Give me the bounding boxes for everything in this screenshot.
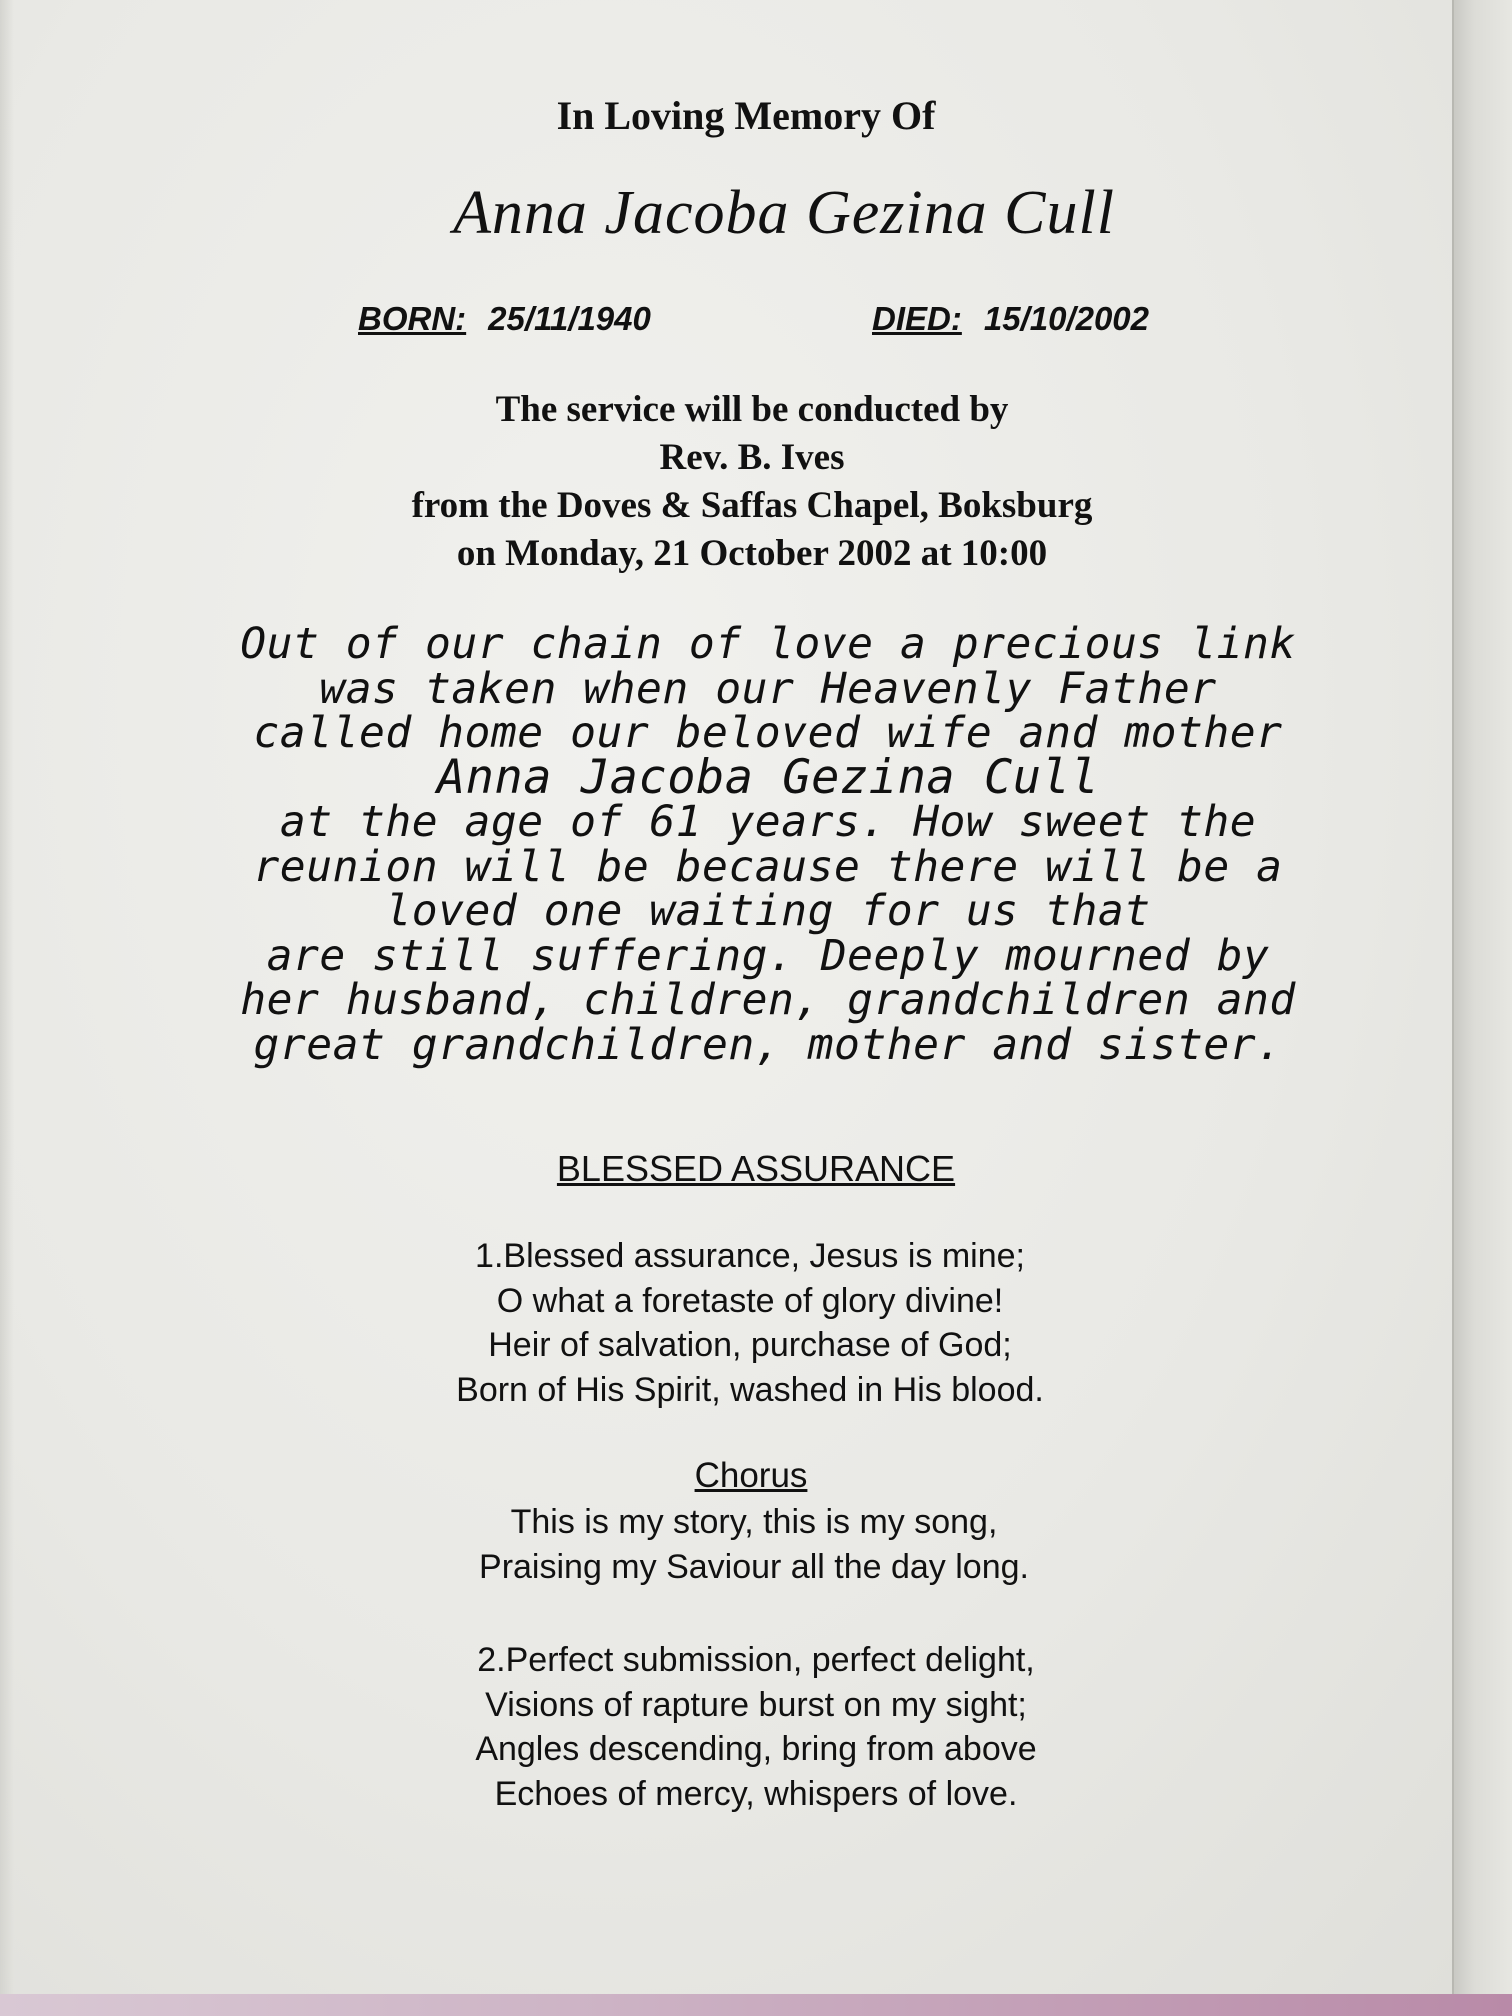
tribute-name-line: Anna Jacoba Gezina Cull bbox=[436, 749, 1100, 805]
service-line: from the Doves & Saffas Chapel, Boksburg bbox=[411, 485, 1093, 526]
tribute-line: are still suffering. Deeply mourned by bbox=[266, 930, 1270, 981]
tribute-line: her husband, children, grandchildren and bbox=[240, 975, 1296, 1025]
service-line: Rev. B. Ives bbox=[659, 437, 845, 478]
background-strip bbox=[0, 1994, 1512, 2016]
hymn-line: Heir of salvation, purchase of God; bbox=[488, 1326, 1012, 1364]
tribute-line: reunion will be because there will be a bbox=[253, 841, 1283, 892]
hymn-line: O what a foretaste of glory divine! bbox=[496, 1281, 1004, 1320]
hymn-line: Praising my Saviour all the day long. bbox=[479, 1547, 1029, 1586]
hymn-line: Angles descending, bring from above bbox=[475, 1730, 1037, 1768]
died-date-block bbox=[872, 300, 1149, 338]
hymn-line: Born of His Spirit, washed in His blood. bbox=[456, 1370, 1044, 1409]
hymn-verse-1 bbox=[0, 1234, 1506, 1412]
tribute-line: Out of our chain of love a precious link bbox=[240, 619, 1296, 669]
died-label: DIED: bbox=[872, 300, 962, 337]
service-line: The service will be conducted by bbox=[495, 389, 1009, 430]
hymn-verse-2 bbox=[0, 1638, 1512, 1816]
memorial-heading: In Loving Memory Of bbox=[556, 93, 936, 138]
chorus-title: Chorus bbox=[694, 1456, 808, 1495]
hymn-title: BLESSED ASSURANCE bbox=[556, 1148, 956, 1189]
service-line: on Monday, 21 October 2002 at 10:00 bbox=[456, 533, 1048, 574]
tribute-line: great grandchildren, mother and sister. bbox=[253, 1019, 1283, 1070]
deceased-name-script: Anna Jacoba Gezina Cull bbox=[453, 179, 1115, 247]
tribute-line: was taken when our Heavenly Father bbox=[319, 663, 1217, 714]
tribute-line: called home our beloved wife and mother bbox=[253, 708, 1283, 758]
born-date-block bbox=[358, 300, 651, 338]
tribute-line: at the age of 61 years. How sweet the bbox=[279, 797, 1257, 847]
died-date: 15/10/2002 bbox=[983, 300, 1150, 337]
hymn-line: Echoes of mercy, whispers of love. bbox=[494, 1774, 1018, 1813]
hymn-line: 1.Blessed assurance, Jesus is mine; bbox=[475, 1237, 1025, 1275]
tribute-line: loved one waiting for us that bbox=[385, 886, 1151, 936]
hymn-line: This is my story, this is my song, bbox=[510, 1503, 998, 1541]
hymn-chorus bbox=[0, 1500, 1510, 1589]
born-date: 25/11/1940 bbox=[488, 300, 651, 337]
born-label: BORN: bbox=[358, 300, 467, 337]
hymn-line: Visions of rapture burst on my sight; bbox=[485, 1685, 1027, 1724]
hymn-line: 2.Perfect submission, perfect delight, bbox=[477, 1641, 1035, 1679]
service-details bbox=[0, 386, 1508, 578]
tribute-paragraph bbox=[12, 619, 1512, 1070]
